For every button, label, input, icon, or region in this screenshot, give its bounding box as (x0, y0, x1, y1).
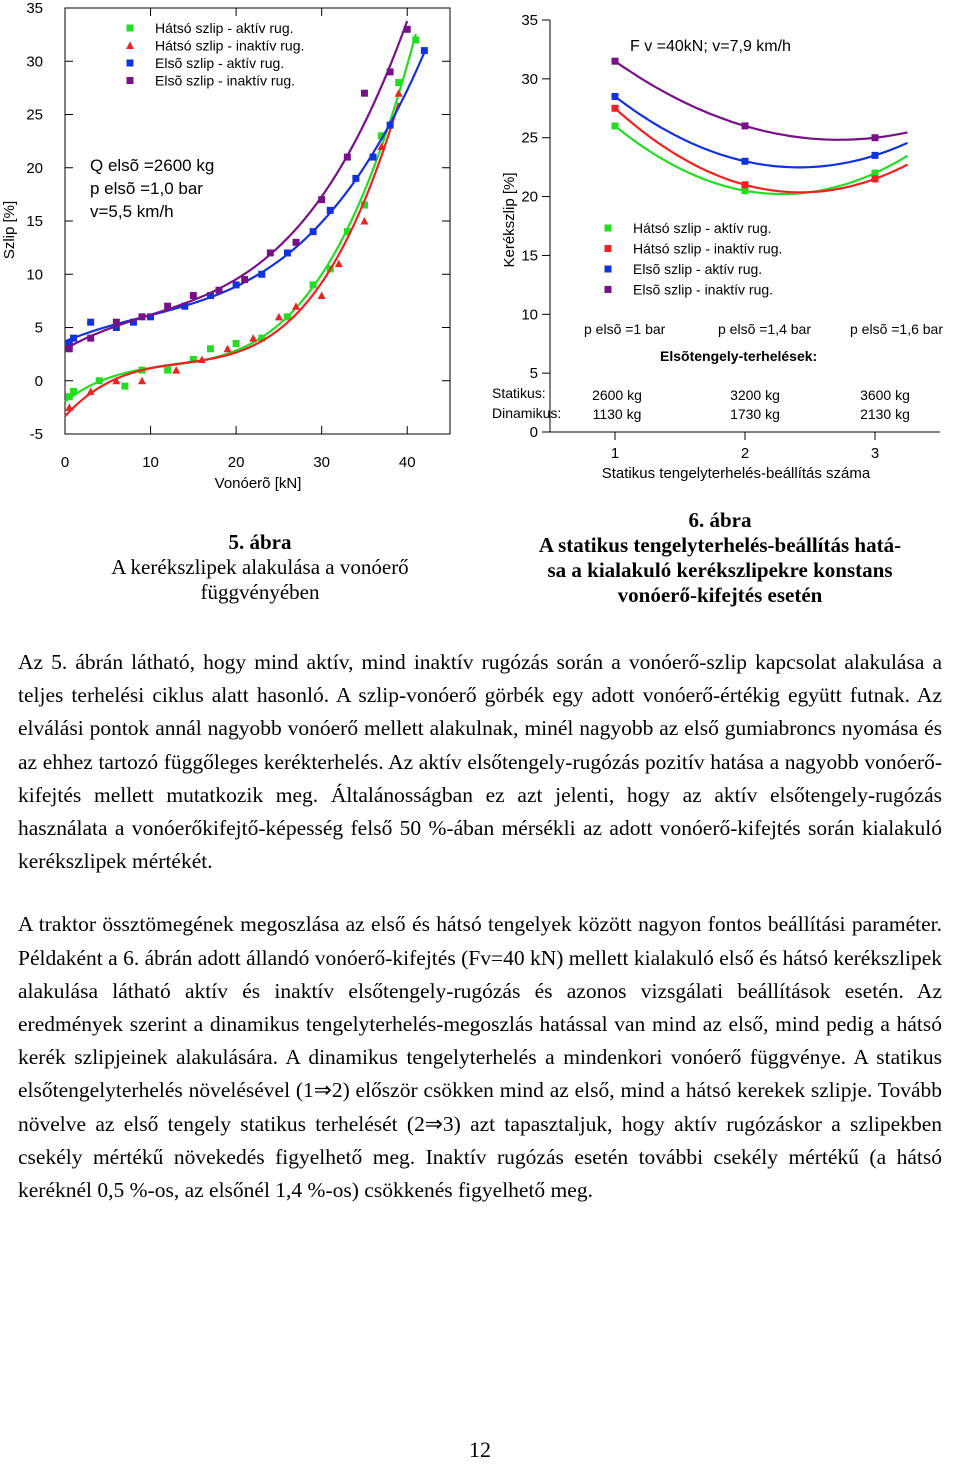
fig5-data-point (164, 367, 171, 374)
fig5-legend-label: Hátsó szlip - aktív rug. (155, 20, 294, 36)
fig5-data-point (352, 175, 359, 182)
fig5-series-curve (65, 103, 399, 416)
fig6-caption-line2: sa a kialakuló kerékszlipekre konstans (547, 558, 893, 582)
fig6-legend-label: Hátsó szlip - aktív rug. (633, 220, 772, 236)
fig6-data-point (872, 134, 879, 141)
fig6-x-tick-label: 3 (870, 445, 880, 462)
fig6-y-tick-label: 35 (521, 12, 538, 29)
fig5-annotation-v: v=5,5 km/h (90, 202, 174, 221)
fig6-static-label: Statikus: (492, 385, 546, 401)
body-text (18, 646, 942, 1207)
fig5-legend-label: Hátsó szlip - inaktív rug. (155, 37, 305, 54)
fig5-data-point (216, 287, 223, 294)
fig6-data-point (872, 175, 879, 182)
fig5-data-point (293, 239, 300, 246)
fig5-data-point (138, 377, 146, 385)
fig6-pressure-label-2: p elsõ =1,4 bar (718, 321, 812, 337)
fig6-series-curve (615, 61, 908, 140)
fig5-legend-label: Elsõ szlip - inaktív rug. (155, 72, 296, 89)
fig6-legend-label: Hátsó szlip - inaktív rug. (633, 240, 783, 257)
fig5-data-point (387, 68, 394, 75)
figure-6-chart (480, 0, 960, 500)
fig5-legend-marker (126, 42, 134, 50)
fig5-data-point (66, 345, 73, 352)
fig6-data-point (742, 181, 749, 188)
fig5-y-tick-label: 15 (26, 213, 43, 230)
fig6-data-point (612, 122, 619, 129)
fig5-data-point (412, 36, 419, 43)
fig5-data-point (344, 154, 351, 161)
fig5-annotation-q: Q elsõ =2600 kg (90, 156, 215, 175)
fig6-dynamic-label: Dinamikus: (492, 405, 562, 421)
fig5-y-tick-label: 10 (26, 266, 43, 284)
fig5-y-axis-label: Szlip [%] (1, 200, 18, 260)
fig6-data-point (742, 122, 749, 129)
fig5-data-point (318, 196, 325, 203)
fig6-dynamic-load-3: 2130 kg (860, 406, 910, 422)
fig5-y-tick-label: 20 (26, 159, 43, 177)
fig5-data-point (87, 335, 94, 342)
fig6-data-point (872, 152, 879, 159)
fig5-caption-number: 5. ábra (228, 530, 292, 554)
page-number: 12 (469, 1437, 491, 1462)
fig6-data-point (742, 158, 749, 165)
fig5-data-point (87, 319, 94, 326)
fig5-data-point (96, 377, 103, 384)
fig5-data-point (404, 26, 411, 33)
fig5-data-point (284, 249, 291, 256)
fig6-load-header: Elsõtengely-terhelések: (660, 348, 818, 364)
fig6-static-load-1: 2600 kg (592, 387, 642, 403)
fig5-caption (60, 530, 460, 605)
fig5-data-point (139, 313, 146, 320)
fig5-data-point (318, 292, 326, 300)
fig5-data-point (233, 340, 240, 347)
fig5-x-tick-label: 20 (227, 454, 245, 471)
fig5-data-point (70, 388, 77, 395)
fig6-dynamic-load-1: 1130 kg (592, 406, 642, 422)
fig5-data-point (65, 403, 73, 411)
fig5-x-axis-label: Vonóerõ [kN] (214, 475, 302, 492)
fig6-y-axis-label: Kerékszlip [%] (501, 172, 518, 268)
fig6-static-load-3: 3600 kg (860, 387, 910, 403)
fig5-data-point (113, 319, 120, 326)
fig5-legend-marker (127, 60, 134, 67)
fig6-y-tick-label: 10 (521, 306, 538, 324)
fig5-y-tick-label: -5 (29, 426, 43, 443)
fig5-caption-line1: A kerékszlipek alakulása a vonóerő (111, 555, 409, 579)
fig6-y-tick-label: 30 (521, 70, 538, 88)
fig5-y-tick-label: 30 (26, 53, 43, 71)
fig6-title: F v =40kN; v=7,9 km/h (630, 38, 791, 55)
fig6-legend-marker (605, 266, 612, 273)
fig5-data-point (172, 366, 180, 374)
fig5-x-tick-label: 40 (398, 454, 416, 471)
fig5-data-point (121, 383, 128, 390)
fig5-data-point (370, 154, 377, 161)
fig5-data-point (164, 303, 171, 310)
fig6-y-tick-label: 20 (521, 188, 538, 206)
fig5-caption-line2: függvényében (200, 580, 320, 604)
fig6-y-tick-label: 5 (529, 365, 538, 383)
fig5-data-point (275, 313, 283, 321)
fig5-data-point (361, 90, 368, 97)
fig5-data-point (421, 47, 428, 54)
fig6-static-load-2: 3200 kg (730, 387, 780, 403)
fig6-series-curve (615, 108, 908, 192)
fig6-legend-marker (605, 225, 612, 232)
fig5-y-tick-label: 0 (34, 372, 43, 390)
fig5-x-tick-label: 30 (313, 454, 331, 471)
fig6-y-tick-label: 15 (521, 247, 538, 265)
fig6-legend-label: Elsõ szlip - inaktív rug. (633, 281, 774, 298)
fig5-x-tick-label: 0 (60, 454, 70, 471)
fig5-data-point (395, 89, 403, 97)
fig5-data-point (267, 249, 274, 256)
fig6-data-point (612, 93, 619, 100)
fig5-y-tick-label: 35 (26, 0, 43, 17)
paragraph-1: Az 5. ábrán látható, hogy mind aktív, mind inaktív rugózás során a vonóerő-szlip kapcsolat alakulása a teljes terhelési ciklus alatt hasonló. A szlip-vonóerő görbék egy adott vonóerő-értékig együtt futnak. Az elválási pontok annál nagyobb vonóerő mellett alakulnak, minél nagyobb az első gumiabroncs nyomása és az ehhez tartozó függőleges kerékterhelés. Az aktív elsőtengely-rugózás pozitív hatása a nagyobb vonóerő-kifejtés mellett mutatkozik meg. Általánosságban ez azt jelenti, hogy az aktív elsőtengely-rugózás használata a vonóerőkifejtő-képesség felső 50 %-ában mérsékli az adott vonóerő-kifejtés során kialakuló kerékszlipek mértékét. (18, 650, 942, 874)
fig6-x-tick-label: 2 (740, 445, 750, 462)
fig5-data-point (258, 271, 265, 278)
fig6-data-point (612, 58, 619, 65)
fig6-x-axis-label: Statikus tengelyterhelés-beállítás száma (601, 465, 871, 482)
fig6-legend-label: Elsõ szlip - aktív rug. (633, 261, 763, 277)
fig5-data-point (233, 281, 240, 288)
fig6-pressure-label-1: p elsõ =1 bar (584, 321, 666, 337)
fig6-legend-marker (605, 245, 612, 252)
fig5-y-tick-label: 5 (34, 319, 43, 337)
fig5-data-point (70, 335, 77, 342)
fig5-legend-label: Elsõ szlip - aktív rug. (155, 55, 285, 71)
fig6-caption-line3: vonóerő-kifejtés esetén (617, 583, 823, 607)
fig6-caption-line1: A statikus tengelyterhelés-beállítás hatá- (538, 533, 902, 557)
fig6-caption (490, 508, 950, 608)
fig5-data-point (387, 122, 394, 129)
fig5-data-point (207, 345, 214, 352)
fig6-pressure-label-3: p elsõ =1,6 bar (850, 321, 944, 337)
fig5-data-point (360, 217, 368, 225)
paragraph-2: A traktor össztömegének megoszlása az első és hátsó tengelyek között nagyon fontos beállítási paraméter. Példaként a 6. ábrán adott állandó vonóerő-kifejtés (Fv=40 kN) mellett kialakuló első és hátsó kerékszlipek alakulása látható aktív és inaktív elsőtengely-rugózás és azonos vizsgálati beállítások esetén. Az eredmények szerint a dinamikus tengelyterhelés-megoszlás hatással van mind az első, mind pedig a hátsó kerék szlipjeinek alakulására. A dinamikus tengelyterhelés a mindenkori vonóerő függvénye. A statikus elsőtengelyterhelés növelésével (1⇒2) először csökken mind az első, mind a hátsó kerekek szlipje. Tovább növelve az első tengely statikus terhelését (2⇒3) azt tapasztaljuk, hogy aktív rugózáskor a szlipekben csekély mértékű növekedés figyelhető meg. Inaktív rugózás esetén további csekély mértékű (a hátsó keréknél 0,5 %-os, az elsőnél 1,4 %-os) csökkenés figyelhető meg. (18, 912, 942, 1203)
fig6-data-point (612, 105, 619, 112)
fig5-data-point (310, 281, 317, 288)
fig6-y-tick-label: 0 (529, 424, 538, 441)
fig5-data-point (395, 79, 402, 86)
fig6-y-tick-label: 25 (521, 129, 538, 147)
fig5-annotation-p: p elsõ =1,0 bar (90, 179, 203, 198)
fig5-data-point (249, 334, 257, 342)
fig6-legend-marker (605, 286, 612, 293)
figure-5-chart (0, 0, 470, 500)
fig5-x-tick-label: 10 (142, 454, 159, 471)
fig5-y-tick-label: 25 (26, 106, 43, 124)
fig5-data-point (190, 292, 197, 299)
fig6-caption-number: 6. ábra (688, 508, 752, 532)
fig5-data-point (327, 207, 334, 214)
fig5-data-point (241, 276, 248, 283)
fig6-dynamic-load-2: 1730 kg (730, 406, 780, 422)
fig5-data-point (224, 345, 232, 353)
fig5-legend-marker (127, 77, 134, 84)
fig5-data-point (310, 228, 317, 235)
fig5-legend-marker (127, 25, 134, 32)
fig6-x-tick-label: 1 (610, 445, 620, 462)
